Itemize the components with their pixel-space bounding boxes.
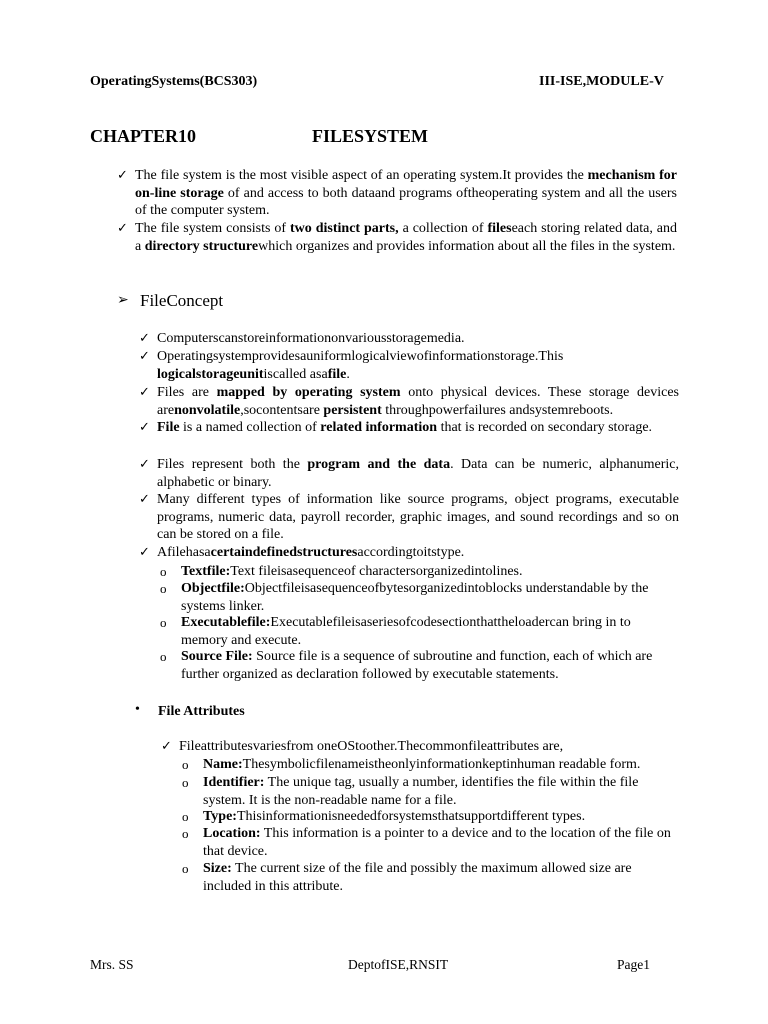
circle-bullet-icon: o xyxy=(160,564,167,579)
check-icon: ✓ xyxy=(139,492,150,507)
circle-bullet-icon: o xyxy=(182,826,189,841)
chapter-title: FILESYSTEM xyxy=(312,126,429,146)
circle-bullet-icon: o xyxy=(182,809,189,824)
file-type-item: o Source File: Source file is a sequence of subroutine and function, each of which are further organized as declaration followed by executable statements. xyxy=(160,649,653,682)
file-type-item: o Textfile:Text fileisasequenceof charactersorganizedintolines. xyxy=(160,564,523,579)
concept-item: ✓ Computerscanstoreinformationonvariousstoragemedia. xyxy=(139,331,465,346)
circle-bullet-icon: o xyxy=(182,757,189,772)
concept-item: ✓ Many different types of information like source programs, object programs, executable programs, numeric data, payroll recorder, graphic images, and sound recordings and so on can be stored on a file. xyxy=(139,492,679,542)
header-module: III-ISE,MODULE-V xyxy=(539,74,664,89)
section-file-concept xyxy=(117,291,223,311)
chapter-number: CHAPTER10 xyxy=(90,126,197,146)
header-course: OperatingSystems(BCS303) xyxy=(90,74,258,89)
bullet-icon: • xyxy=(135,702,140,717)
circle-bullet-icon: o xyxy=(182,861,189,876)
check-icon: ✓ xyxy=(139,420,150,435)
circle-bullet-icon: o xyxy=(160,649,167,664)
intro-text-1: The file system is the most visible aspect of an operating system.It provides the mechanism for on-line storage of and access to both dataand programs oftheoperating system and all the users of the computer system. xyxy=(135,168,678,218)
circle-bullet-icon: o xyxy=(160,581,167,596)
check-icon: ✓ xyxy=(139,349,150,364)
concept-item: ✓ Files are mapped by operating system onto physical devices. These storage devices arenonvolatile,socontentsare persistent throughpowerfailures andsystemreboots. xyxy=(139,385,679,418)
file-type-item: o Executablefile:Executablefileisaseriesofcodesectionthattheloadercan bring in to memory and execute. xyxy=(160,615,631,648)
check-icon: ✓ xyxy=(139,385,150,400)
check-icon: ✓ xyxy=(161,739,172,754)
attribute-item: o Name:Thesymbolicfilenameistheonlyinformationkeptinhuman readable form. xyxy=(182,757,641,772)
intro-text-2: The file system consists of two distinct parts, a collection of fileseach storing related data, and a directory structurewhich organizes and provides information about all the files in the system. xyxy=(135,221,677,254)
check-icon: ✓ xyxy=(139,331,150,346)
footer-department: DeptofISE,RNSIT xyxy=(348,957,449,972)
check-icon: ✓ xyxy=(139,457,150,472)
footer-page-number: Page1 xyxy=(617,957,650,972)
footer-author: Mrs. SS xyxy=(90,957,134,972)
attributes-intro: ✓ Fileattributesvariesfrom oneOStoother.Thecommonfileattributes are, xyxy=(161,739,564,754)
file-type-item: o Objectfile:Objectfileisasequenceofbytesorganizedintoblocks understandable by the systems linker. xyxy=(160,581,649,614)
sub-title: File Attributes xyxy=(158,704,245,719)
concept-item: ✓ File is a named collection of related information that is recorded on secondary storage. xyxy=(139,420,653,435)
circle-bullet-icon: o xyxy=(182,775,189,790)
attribute-item: o Location: This information is a pointer to a device and to the location of the file on that device. xyxy=(182,826,671,859)
arrow-bullet-icon: ➢ xyxy=(117,292,129,308)
concept-item: ✓ Afilehasacertaindefinedstructuresaccordingtoitstype. xyxy=(139,545,465,560)
concept-item: ✓ Operatingsystemprovidesauniformlogicalviewofinformationstorage.This logicalstorageunitiscalled asafile. xyxy=(139,349,564,382)
intro-item-1 xyxy=(117,167,677,220)
attribute-item: o Identifier: The unique tag, usually a number, identifies the file within the file system. It is the non-readable name for a file. xyxy=(182,775,639,808)
check-icon: ✓ xyxy=(117,168,128,183)
check-icon: ✓ xyxy=(117,221,128,236)
check-icon: ✓ xyxy=(139,545,150,560)
concept-item: ✓ Files represent both the program and the data. Data can be numeric, alphanumeric, alphabetic or binary. xyxy=(139,457,680,490)
attribute-item: o Size: The current size of the file and possibly the maximum allowed size are included in this attribute. xyxy=(182,861,632,894)
attribute-item: o Type:Thisinformationisneededforsystemsthatsupportdifferent types. xyxy=(182,809,586,824)
intro-item-2 xyxy=(117,220,677,255)
circle-bullet-icon: o xyxy=(160,615,167,630)
section-title: FileConcept xyxy=(140,291,224,310)
section-file-attributes xyxy=(135,702,245,720)
